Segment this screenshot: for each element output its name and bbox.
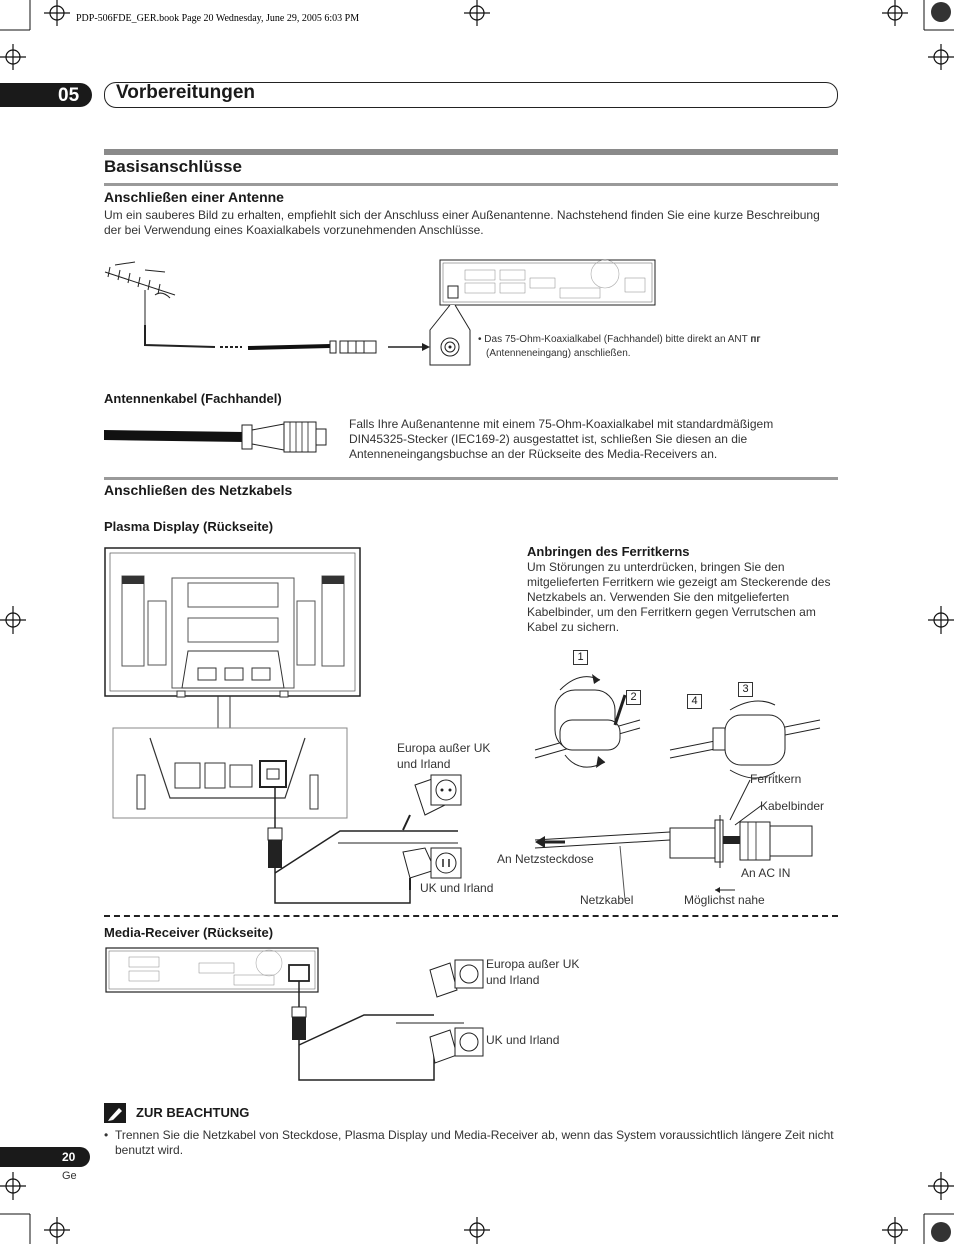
- label-uk-2: UK und Irland: [486, 1033, 560, 1047]
- antenna-heading: Anschließen einer Antenne: [104, 189, 284, 205]
- section-title: Basisanschlüsse: [104, 157, 242, 176]
- section-divider: [104, 915, 838, 917]
- note-icon: [104, 1103, 126, 1123]
- label-outlet: An Netzsteckdose: [497, 852, 594, 866]
- step-4-marker: 4: [687, 694, 702, 709]
- chapter-number: 05: [58, 85, 80, 106]
- step-3-marker: 3: [738, 682, 753, 697]
- label-ferrite: Ferritkern: [750, 772, 802, 786]
- step-1-marker: 1: [573, 650, 588, 665]
- cable-heading: Antennenkabel (Fachhandel): [104, 391, 282, 406]
- note-title: ZUR BEACHTUNG: [136, 1105, 250, 1120]
- antenna-bullet-line1: Das 75-Ohm-Koaxialkabel (Fachhandel) bitte direkt an ANT: [484, 334, 748, 345]
- ferrite-heading: Anbringen des Ferritkerns: [527, 544, 690, 559]
- page-number: 20: [62, 1150, 76, 1164]
- antenna-bullet: [478, 333, 808, 361]
- label-europe: Europa außer UK und Irland: [397, 741, 491, 771]
- antenna-intro: Um ein sauberes Bild zu erhalten, empfiehlt sich der Anschluss einer Außenantenne. Nachstehend finden Sie eine kurze Beschreibung der bei Verwendung eines Koaxialkabels vorzunehmenden Anschlüsse.: [104, 208, 820, 237]
- power-heading: Anschließen des Netzkabels: [104, 482, 293, 498]
- label-europe-2: Europa außer UK und Irland: [486, 957, 580, 987]
- antenna-bullet-line2: (Antenneneingang) anschließen.: [486, 348, 631, 359]
- section-bar: [104, 149, 838, 155]
- receiver-rear-illustration: [104, 945, 464, 1085]
- chapter-title: Vorbereitungen: [116, 82, 255, 103]
- receiver-heading: Media-Receiver (Rückseite): [104, 925, 274, 940]
- label-binder: Kabelbinder: [760, 799, 825, 813]
- note-text: Trennen Sie die Netzkabel von Steckdose, Plasma Display und Media-Receiver ab, wenn das System voraussichtlich längere Zeit nicht benutzt wird.: [115, 1128, 834, 1157]
- divider: [104, 183, 838, 186]
- bullet-marker: •: [478, 334, 485, 345]
- bullet-marker: •: [104, 1128, 109, 1142]
- label-uk: UK und Irland: [420, 881, 494, 895]
- label-acin: An AC IN: [741, 866, 791, 880]
- plasma-heading: Plasma Display (Rückseite): [104, 519, 274, 534]
- language-code: Ge: [62, 1170, 77, 1182]
- ant-symbol-icon: ᴨᴦ: [750, 334, 761, 345]
- cable-text: Falls Ihre Außenantenne mit einem 75-Ohm-Koaxialkabel mit standardmäßigem DIN45325-Stecker (IEC169-2) ausgestattet ist, schließen Sie diesen an die Antenneneingangsbuchse an der Rückseite des Media-Receivers an.: [349, 417, 774, 461]
- label-cable: Netzkabel: [580, 893, 634, 907]
- note-bullet: [104, 1128, 839, 1158]
- ferrite-text: Um Störungen zu unterdrücken, bringen Sie den mitgelieferten Ferritkern wie gezeigt am Steckerende des Netzkabels an. Verwenden Sie den mitgelieferten Kabelbinder, um den Ferritkern gegen Verrutschen am Kabel zu sichern.: [527, 560, 831, 634]
- coax-cable-illustration: [104, 418, 334, 458]
- file-header: PDP-506FDE_GER.book Page 20 Wednesday, June 29, 2005 6:03 PM: [76, 13, 360, 24]
- receiver-plugs-illustration: [425, 955, 485, 1075]
- step-2-marker: 2: [626, 690, 641, 705]
- divider: [104, 477, 838, 480]
- page-tab: [0, 1147, 90, 1167]
- label-close: Möglichst nahe: [684, 893, 765, 907]
